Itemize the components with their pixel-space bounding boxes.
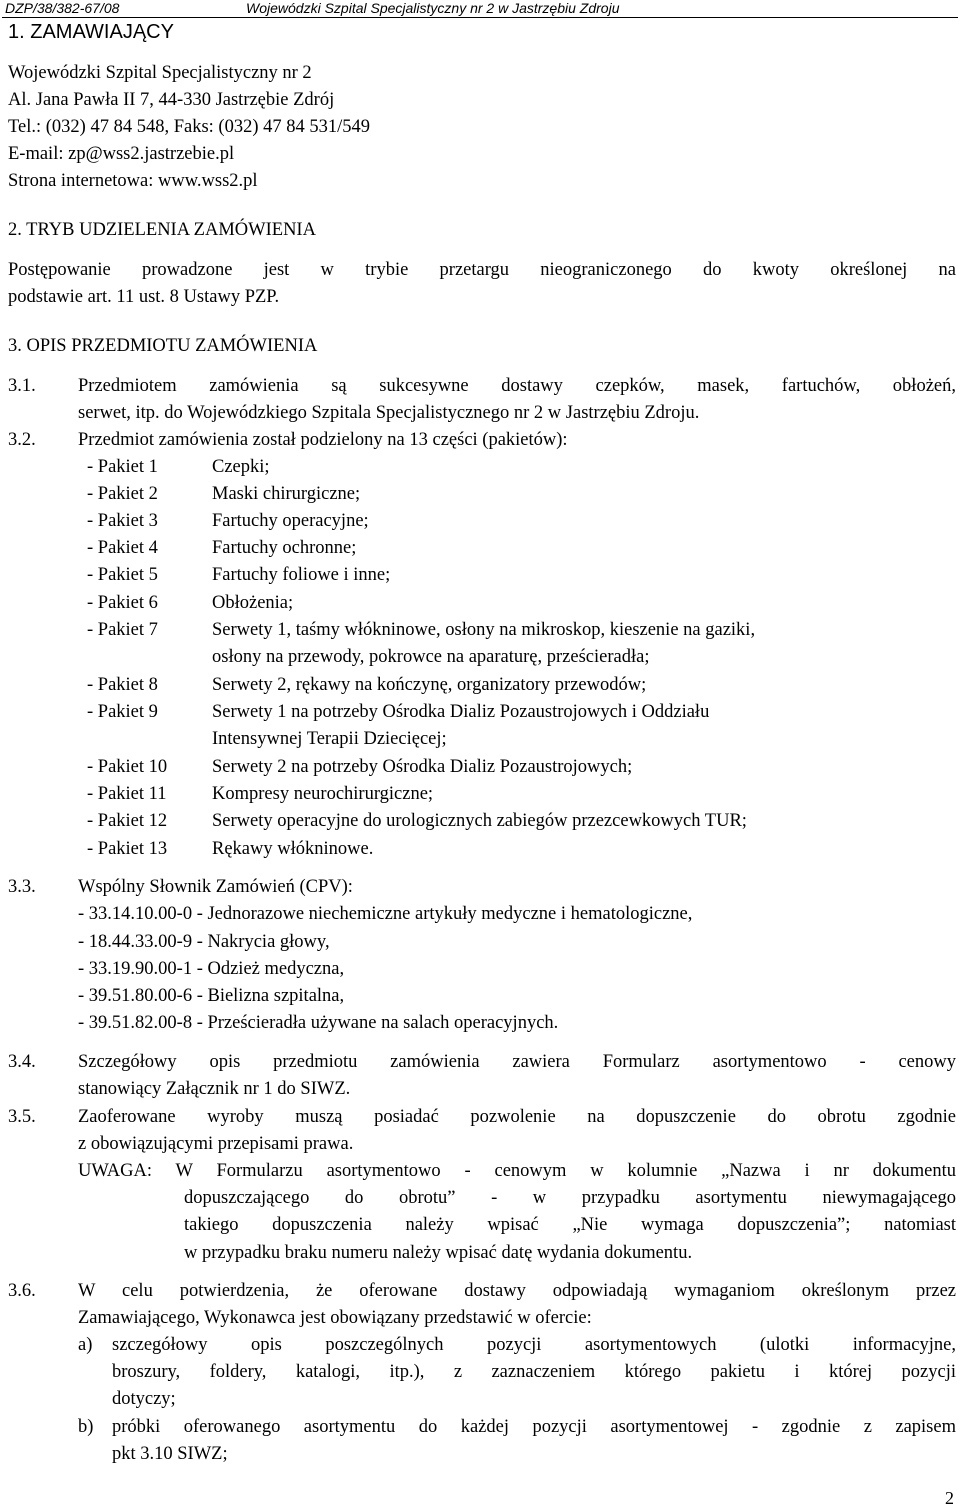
cpv-item: - 33.19.90.00-1 - Odzież medyczna, — [78, 959, 345, 979]
section-3-title: 3. OPIS PRZEDMIOTU ZAMÓWIENIA — [8, 336, 318, 356]
section-number: 3.4. — [8, 1052, 36, 1072]
pakiet-number: - Pakiet 13 — [87, 839, 168, 859]
pakiet-description: Serwety operacyjne do urologicznych zabiegów przezcewkowych TUR; — [212, 811, 747, 831]
pakiet-description: Serwety 2, rękawy na kończynę, organizatory przewodów; — [212, 675, 647, 695]
page-number: 2 — [945, 1488, 954, 1508]
section-number: 3.2. — [8, 430, 36, 450]
list-label-b: b) — [78, 1417, 94, 1437]
pakiet-description: Kompresy neurochirurgiczne; — [212, 784, 434, 804]
pakiet-number: - Pakiet 1 — [87, 457, 158, 477]
address-line: Al. Jana Pawła II 7, 44-330 Jastrzębie Zdrój — [8, 90, 335, 110]
cpv-item: - 39.51.80.00-6 - Bielizna szpitalna, — [78, 986, 345, 1006]
document-reference: DZP/38/382-67/08 — [5, 0, 120, 16]
pakiet-description: Czepki; — [212, 457, 270, 477]
email-line: E-mail: zp@wss2.jastrzebie.pl — [8, 144, 235, 164]
pakiet-number: - Pakiet 5 — [87, 565, 158, 585]
list-item-a: szczegółowy opis poszczególnych pozycji asortymentowych (ulotki informacyjne, — [112, 1335, 956, 1355]
pakiet-description: Serwety 1 na potrzeby Ośrodka Dializ Pozaustrojowych i Oddziału — [212, 702, 710, 722]
pakiet-number: - Pakiet 2 — [87, 484, 158, 504]
section-3-2-intro: Przedmiot zamówienia został podzielony na 13 części (pakietów): — [78, 430, 568, 450]
pakiet-number: - Pakiet 4 — [87, 538, 158, 558]
section-3-1-text: serwet, itp. do Wojewódzkiego Szpitala Specjalistycznego nr 2 w Jastrzębiu Zdroju. — [78, 403, 700, 423]
pakiet-number: - Pakiet 6 — [87, 593, 158, 613]
pakiet-number: - Pakiet 9 — [87, 702, 158, 722]
section-3-5-text: Zaoferowane wyroby muszą posiadać pozwolenie na dopuszczenie do obrotu zgodnie — [78, 1107, 956, 1127]
website-line: Strona internetowa: www.wss2.pl — [8, 171, 258, 191]
section-3-4-text: Szczegółowy opis przedmiotu zamówienia zawiera Formularz asortymentowo - cenowy — [78, 1052, 956, 1072]
pakiet-number: - Pakiet 7 — [87, 620, 158, 640]
pakiet-description: Fartuchy operacyjne; — [212, 511, 369, 531]
section-number: 3.3. — [8, 877, 36, 897]
section-2-title: 2. TRYB UDZIELENIA ZAMÓWIENIA — [8, 220, 316, 240]
uwaga-note: w przypadku braku numeru należy wpisać datę wydania dokumentu. — [184, 1243, 693, 1263]
pakiet-description: Maski chirurgiczne; — [212, 484, 361, 504]
list-item-b: pkt 3.10 SIWZ; — [112, 1444, 228, 1464]
pakiet-description: Serwety 1, taśmy włókninowe, osłony na mikroskop, kieszenie na gaziki, — [212, 620, 756, 640]
section-3-1-text: Przedmiotem zamówienia są sukcesywne dostawy czepków, masek, fartuchów, obłożeń, — [78, 376, 956, 396]
pakiet-number: - Pakiet 8 — [87, 675, 158, 695]
pakiet-description: Fartuchy ochronne; — [212, 538, 357, 558]
list-item-b: próbki oferowanego asortymentu do każdej pozycji asortymentowej - zgodnie z zapisem — [112, 1417, 956, 1437]
address-line: Wojewódzki Szpital Specjalistyczny nr 2 — [8, 63, 312, 83]
cpv-item: - 18.44.33.00-9 - Nakrycia głowy, — [78, 932, 330, 952]
section-number: 3.1. — [8, 376, 36, 396]
section-3-4-text: stanowiący Załącznik nr 1 do SIWZ. — [78, 1079, 351, 1099]
pakiet-number: - Pakiet 11 — [87, 784, 167, 804]
list-label-a: a) — [78, 1335, 93, 1355]
section-number: 3.5. — [8, 1107, 36, 1127]
pakiet-description: Fartuchy foliowe i inne; — [212, 565, 391, 585]
section-3-6-text: W celu potwierdzenia, że oferowane dostawy odpowiadają wymaganiom określonym przez — [78, 1281, 956, 1301]
pakiet-number: - Pakiet 3 — [87, 511, 158, 531]
pakiet-number: - Pakiet 10 — [87, 757, 168, 777]
section-number: 3.6. — [8, 1281, 36, 1301]
list-item-a: dotyczy; — [112, 1389, 176, 1409]
cpv-item: - 33.14.10.00-0 - Jednorazowe niechemiczne artykuły medyczne i hematologiczne, — [78, 904, 693, 924]
pakiet-description: Rękawy włókninowe. — [212, 839, 374, 859]
section-3-5-text: z obowiązującymi przepisami prawa. — [78, 1134, 354, 1154]
list-item-a: broszury, foldery, katalogi, itp.), z zaznaczeniem którego pakietu i której pozycji — [112, 1362, 956, 1382]
page-header — [2, 0, 958, 18]
section-2-text: podstawie art. 11 ust. 8 Ustawy PZP. — [8, 287, 280, 307]
section-3-6-text: Zamawiającego, Wykonawca jest obowiązany przedstawić w ofercie: — [78, 1308, 592, 1328]
pakiet-description: Obłożenia; — [212, 593, 294, 613]
phone-line: Tel.: (032) 47 84 548, Faks: (032) 47 84 531/549 — [8, 117, 370, 137]
cpv-item: - 39.51.82.00-8 - Prześcieradła używane na salach operacyjnych. — [78, 1013, 559, 1033]
pakiet-description: Serwety 2 na potrzeby Ośrodka Dializ Pozaustrojowych; — [212, 757, 633, 777]
pakiet-description-cont: Intensywnej Terapii Dziecięcej; — [212, 729, 447, 749]
uwaga-note: dopuszczającego do obrotu” - w przypadku asortymentu niewymagającego — [184, 1188, 956, 1208]
pakiet-description-cont: osłony na przewody, pokrowce na aparaturę, prześcieradła; — [212, 647, 650, 667]
uwaga-note: takiego dopuszczenia należy wpisać „Nie wymaga dopuszczenia”; natomiast — [184, 1215, 956, 1235]
cpv-title: Wspólny Słownik Zamówień (CPV): — [78, 877, 353, 897]
uwaga-note: UWAGA: W Formularzu asortymentowo - cenowym w kolumnie „Nazwa i nr dokumentu — [78, 1161, 956, 1181]
header-organization: Wojewódzki Szpital Specjalistyczny nr 2 w Jastrzębiu Zdroju — [246, 0, 620, 16]
section-2-text: Postępowanie prowadzone jest w trybie przetargu nieograniczonego do kwoty określonej na — [8, 260, 956, 280]
pakiet-number: - Pakiet 12 — [87, 811, 168, 831]
section-1-title: 1. ZAMAWIAJĄCY — [8, 21, 174, 43]
